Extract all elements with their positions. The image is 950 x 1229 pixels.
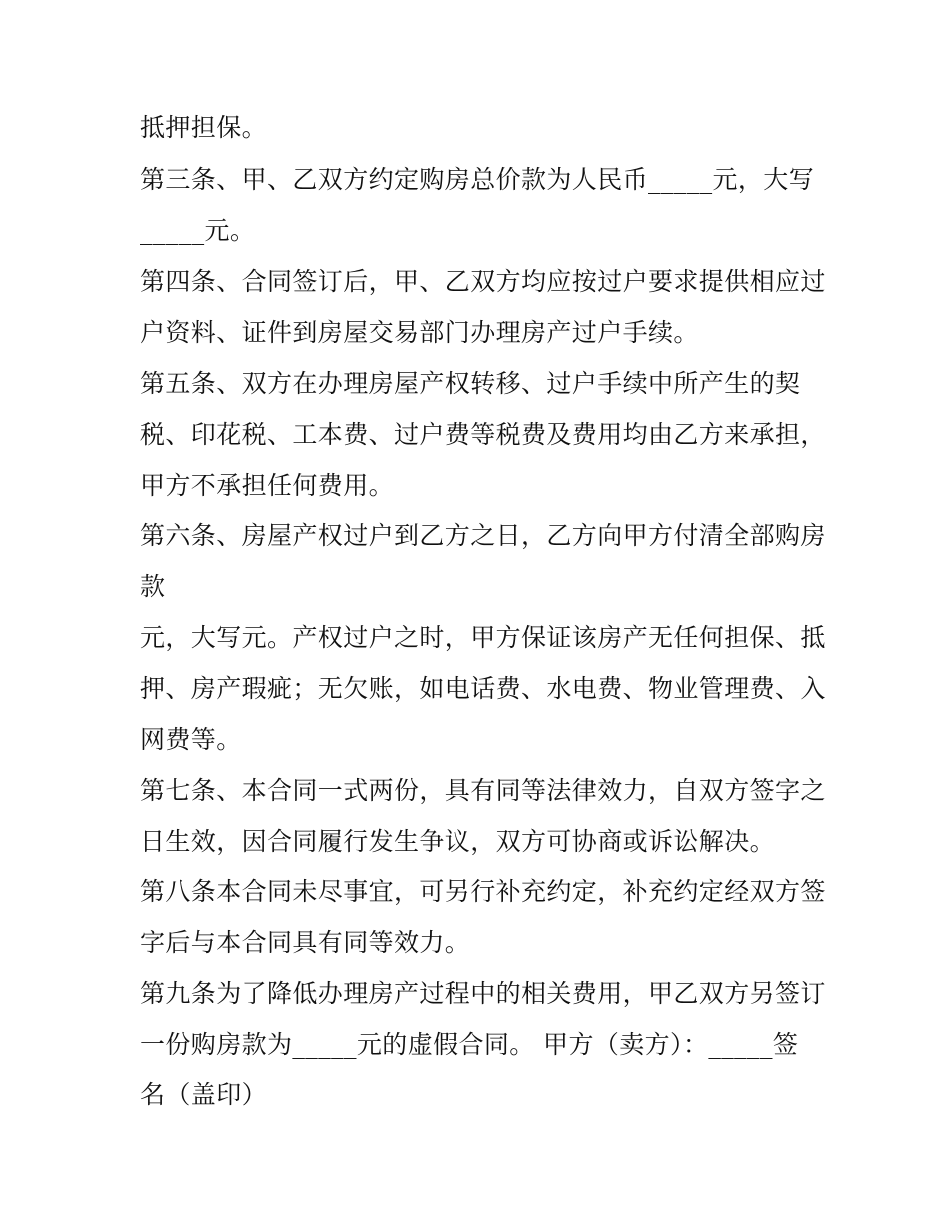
- text-line: 名（盖印）: [140, 1080, 268, 1109]
- text-line: 税、印花税、工本费、过户费等税费及费用均由乙方来承担，: [140, 420, 826, 449]
- text-line: 第八条本合同未尽事宜，可另行补充约定，补充约定经双方签: [140, 877, 826, 906]
- text-line: 元，大写元。产权过户之时，甲方保证该房产无任何担保、抵: [140, 623, 826, 652]
- text-line: 第三条、甲、乙双方约定购房总价款为人民币_____元，大写: [140, 165, 815, 194]
- text-line: 第四条、合同签订后，甲、乙双方均应按过户要求提供相应过: [140, 267, 826, 296]
- text-line: 甲方不承担任何费用。: [140, 471, 395, 500]
- text-line: 户资料、证件到房屋交易部门办理房产过户手续。: [140, 318, 699, 347]
- text-line: 第九条为了降低办理房产过程中的相关费用，甲乙双方另签订: [140, 979, 826, 1008]
- text-line: 第五条、双方在办理房屋产权转移、过户手续中所产生的契: [140, 369, 801, 398]
- text-line: 第七条、本合同一式两份，具有同等法律效力，自双方签字之: [140, 776, 826, 805]
- text-line: 网费等。: [140, 725, 242, 754]
- text-line: 日生效，因合同履行发生争议，双方可协商或诉讼解决。: [140, 827, 776, 856]
- text-line: 一份购房款为_____元的虚假合同。 甲方（卖方）：_____签: [140, 1030, 799, 1059]
- text-line: 第六条、房屋产权过户到乙方之日，乙方向甲方付清全部购房: [140, 521, 826, 550]
- text-line: 字后与本合同具有同等效力。: [140, 928, 471, 957]
- text-line: 抵押担保。: [140, 113, 268, 142]
- text-line: _____元。: [140, 216, 256, 245]
- text-line: 款: [140, 572, 166, 601]
- text-line: 押、房产瑕疵；无欠账，如电话费、水电费、物业管理费、入: [140, 674, 826, 703]
